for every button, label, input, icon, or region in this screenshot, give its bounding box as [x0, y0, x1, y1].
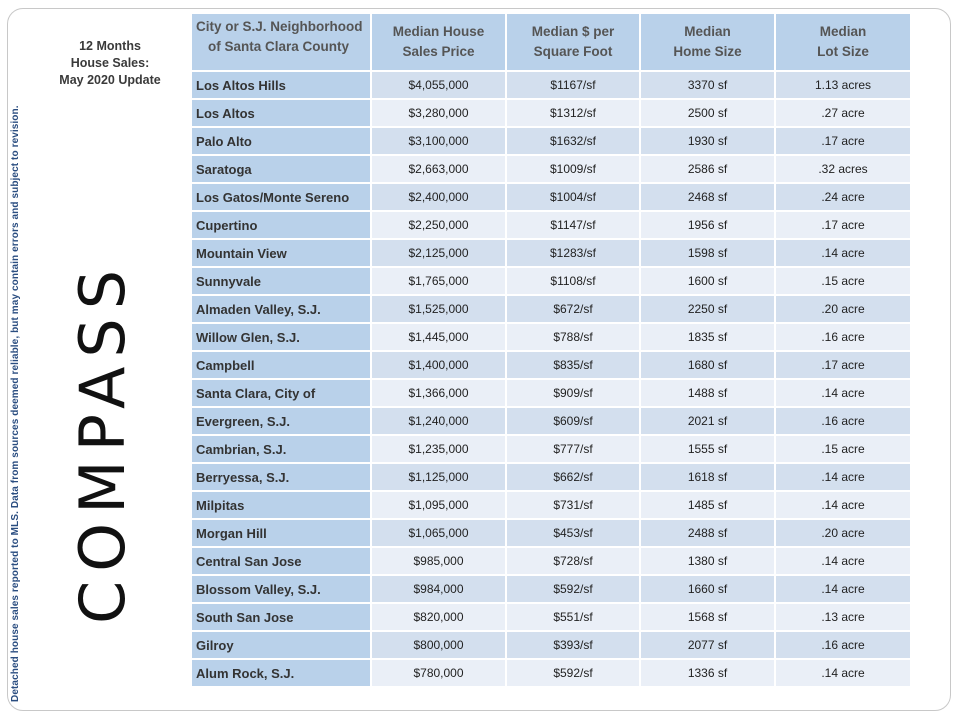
cell-price-per-sqft: $551/sf — [507, 604, 641, 632]
cell-city: Mountain View — [192, 240, 372, 268]
cell-home-size: 1555 sf — [641, 436, 776, 464]
cell-home-size: 1835 sf — [641, 324, 776, 352]
cell-price-per-sqft: $672/sf — [507, 296, 641, 324]
cell-lot-size: .17 acre — [776, 352, 912, 380]
table-row — [192, 380, 912, 408]
cell-price-per-sqft: $777/sf — [507, 436, 641, 464]
cell-home-size: 2488 sf — [641, 520, 776, 548]
cell-price: $800,000 — [372, 632, 507, 660]
cell-city: Central San Jose — [192, 548, 372, 576]
cell-lot-size: .15 acre — [776, 436, 912, 464]
cell-price: $1,235,000 — [372, 436, 507, 464]
cell-price-per-sqft: $1283/sf — [507, 240, 641, 268]
cell-price: $1,240,000 — [372, 408, 507, 436]
cell-city: Los Altos Hills — [192, 72, 372, 100]
cell-lot-size: .32 acres — [776, 156, 912, 184]
report-title-line-3: May 2020 Update — [59, 73, 161, 87]
cell-city: Almaden Valley, S.J. — [192, 296, 372, 324]
header-price-line-1: Median House — [392, 24, 485, 39]
cell-price: $1,400,000 — [372, 352, 507, 380]
cell-city: Palo Alto — [192, 128, 372, 156]
cell-price: $1,125,000 — [372, 464, 507, 492]
cell-city: Los Gatos/Monte Sereno — [192, 184, 372, 212]
cell-lot-size: .27 acre — [776, 100, 912, 128]
cell-home-size: 1485 sf — [641, 492, 776, 520]
cell-home-size: 2077 sf — [641, 632, 776, 660]
cell-home-size: 1660 sf — [641, 576, 776, 604]
header-price — [372, 14, 507, 72]
compass-logo — [66, 137, 139, 624]
cell-home-size: 2586 sf — [641, 156, 776, 184]
cell-price: $3,100,000 — [372, 128, 507, 156]
cell-city: Blossom Valley, S.J. — [192, 576, 372, 604]
cell-city: Evergreen, S.J. — [192, 408, 372, 436]
report-title-line-1: 12 Months — [79, 39, 141, 53]
cell-lot-size: .17 acre — [776, 128, 912, 156]
cell-price: $1,095,000 — [372, 492, 507, 520]
cell-price: $2,400,000 — [372, 184, 507, 212]
cell-home-size: 1598 sf — [641, 240, 776, 268]
cell-city: Morgan Hill — [192, 520, 372, 548]
header-home-line-1: Median — [684, 24, 731, 39]
cell-lot-size: .24 acre — [776, 184, 912, 212]
header-ppsf-line-1: Median $ per — [531, 24, 615, 39]
cell-lot-size: .14 acre — [776, 464, 912, 492]
report-title — [40, 38, 180, 89]
cell-home-size: 1336 sf — [641, 660, 776, 688]
header-price-per-sqft — [507, 14, 641, 72]
table-row — [192, 324, 912, 352]
cell-lot-size: .14 acre — [776, 548, 912, 576]
cell-city: Santa Clara, City of — [192, 380, 372, 408]
cell-city: Milpitas — [192, 492, 372, 520]
cell-price: $1,445,000 — [372, 324, 507, 352]
table-row — [192, 660, 912, 688]
cell-price-per-sqft: $592/sf — [507, 660, 641, 688]
cell-price-per-sqft: $1167/sf — [507, 72, 641, 100]
table-row — [192, 604, 912, 632]
table-row — [192, 128, 912, 156]
cell-lot-size: .14 acre — [776, 660, 912, 688]
cell-price-per-sqft: $1108/sf — [507, 268, 641, 296]
cell-home-size: 1488 sf — [641, 380, 776, 408]
cell-city: Campbell — [192, 352, 372, 380]
cell-city: Alum Rock, S.J. — [192, 660, 372, 688]
cell-lot-size: .16 acre — [776, 324, 912, 352]
cell-home-size: 1568 sf — [641, 604, 776, 632]
header-price-line-2: Sales Price — [402, 44, 475, 59]
cell-price: $2,663,000 — [372, 156, 507, 184]
cell-city: Saratoga — [192, 156, 372, 184]
cell-price-per-sqft: $728/sf — [507, 548, 641, 576]
cell-home-size: 1600 sf — [641, 268, 776, 296]
cell-price-per-sqft: $1632/sf — [507, 128, 641, 156]
table-row — [192, 184, 912, 212]
table-row — [192, 520, 912, 548]
table-row — [192, 436, 912, 464]
cell-price-per-sqft: $662/sf — [507, 464, 641, 492]
cell-city: Berryessa, S.J. — [192, 464, 372, 492]
cell-city: South San Jose — [192, 604, 372, 632]
table-row — [192, 72, 912, 100]
table-row — [192, 268, 912, 296]
header-row — [192, 14, 912, 72]
cell-lot-size: .16 acre — [776, 632, 912, 660]
sales-table — [192, 14, 912, 688]
table-row — [192, 632, 912, 660]
cell-price-per-sqft: $835/sf — [507, 352, 641, 380]
cell-lot-size: .14 acre — [776, 240, 912, 268]
cell-home-size: 2021 sf — [641, 408, 776, 436]
cell-home-size: 1930 sf — [641, 128, 776, 156]
table-row — [192, 548, 912, 576]
header-lot-line-2: Lot Size — [817, 44, 869, 59]
header-ppsf-line-2: Square Foot — [533, 44, 613, 59]
cell-price-per-sqft: $909/sf — [507, 380, 641, 408]
cell-lot-size: .14 acre — [776, 492, 912, 520]
header-lot-line-1: Median — [819, 24, 867, 39]
cell-city: Los Altos — [192, 100, 372, 128]
table-row — [192, 352, 912, 380]
cell-price-per-sqft: $788/sf — [507, 324, 641, 352]
table-row — [192, 296, 912, 324]
cell-price-per-sqft: $1147/sf — [507, 212, 641, 240]
cell-home-size: 2250 sf — [641, 296, 776, 324]
cell-lot-size: .20 acre — [776, 520, 912, 548]
cell-price-per-sqft: $592/sf — [507, 576, 641, 604]
cell-lot-size: .14 acre — [776, 380, 912, 408]
cell-price-per-sqft: $609/sf — [507, 408, 641, 436]
cell-home-size: 1680 sf — [641, 352, 776, 380]
header-lot-size — [776, 14, 912, 72]
cell-price-per-sqft: $731/sf — [507, 492, 641, 520]
cell-city: Sunnyvale — [192, 268, 372, 296]
cell-home-size: 2468 sf — [641, 184, 776, 212]
table-row — [192, 492, 912, 520]
cell-price-per-sqft: $393/sf — [507, 632, 641, 660]
cell-price: $2,250,000 — [372, 212, 507, 240]
cell-price: $2,125,000 — [372, 240, 507, 268]
table-row — [192, 408, 912, 436]
cell-lot-size: 1.13 acres — [776, 72, 912, 100]
cell-price: $780,000 — [372, 660, 507, 688]
header-city-line-1: City or S.J. Neighborhood — [196, 19, 363, 34]
header-home-size — [641, 14, 776, 72]
cell-price: $1,525,000 — [372, 296, 507, 324]
cell-price: $820,000 — [372, 604, 507, 632]
compass-logo-text: COMPASS — [66, 260, 139, 624]
cell-price: $1,065,000 — [372, 520, 507, 548]
cell-home-size: 1380 sf — [641, 548, 776, 576]
table-row — [192, 156, 912, 184]
cell-price: $3,280,000 — [372, 100, 507, 128]
cell-price-per-sqft: $1004/sf — [507, 184, 641, 212]
header-city-line-2: of Santa Clara County — [208, 39, 350, 54]
header-home-line-2: Home Size — [673, 44, 742, 59]
table-row — [192, 464, 912, 492]
table-row — [192, 240, 912, 268]
cell-home-size: 3370 sf — [641, 72, 776, 100]
header-city — [192, 14, 372, 72]
table-row — [192, 576, 912, 604]
cell-price: $1,366,000 — [372, 380, 507, 408]
cell-city: Willow Glen, S.J. — [192, 324, 372, 352]
cell-price-per-sqft: $453/sf — [507, 520, 641, 548]
cell-price: $4,055,000 — [372, 72, 507, 100]
cell-lot-size: .16 acre — [776, 408, 912, 436]
cell-price: $1,765,000 — [372, 268, 507, 296]
cell-price-per-sqft: $1312/sf — [507, 100, 641, 128]
cell-price: $985,000 — [372, 548, 507, 576]
cell-lot-size: .20 acre — [776, 296, 912, 324]
cell-lot-size: .14 acre — [776, 576, 912, 604]
cell-home-size: 1618 sf — [641, 464, 776, 492]
cell-lot-size: .15 acre — [776, 268, 912, 296]
cell-lot-size: .17 acre — [776, 212, 912, 240]
cell-price: $984,000 — [372, 576, 507, 604]
cell-city: Cupertino — [192, 212, 372, 240]
report-title-line-2: House Sales: — [70, 56, 150, 70]
cell-price-per-sqft: $1009/sf — [507, 156, 641, 184]
table-row — [192, 100, 912, 128]
disclaimer-text: Detached house sales reported to MLS. Data from sources deemed reliable, but may contain errors and subject to revision. — [10, 105, 21, 702]
cell-city: Gilroy — [192, 632, 372, 660]
cell-home-size: 1956 sf — [641, 212, 776, 240]
cell-lot-size: .13 acre — [776, 604, 912, 632]
cell-home-size: 2500 sf — [641, 100, 776, 128]
table-row — [192, 212, 912, 240]
cell-city: Cambrian, S.J. — [192, 436, 372, 464]
